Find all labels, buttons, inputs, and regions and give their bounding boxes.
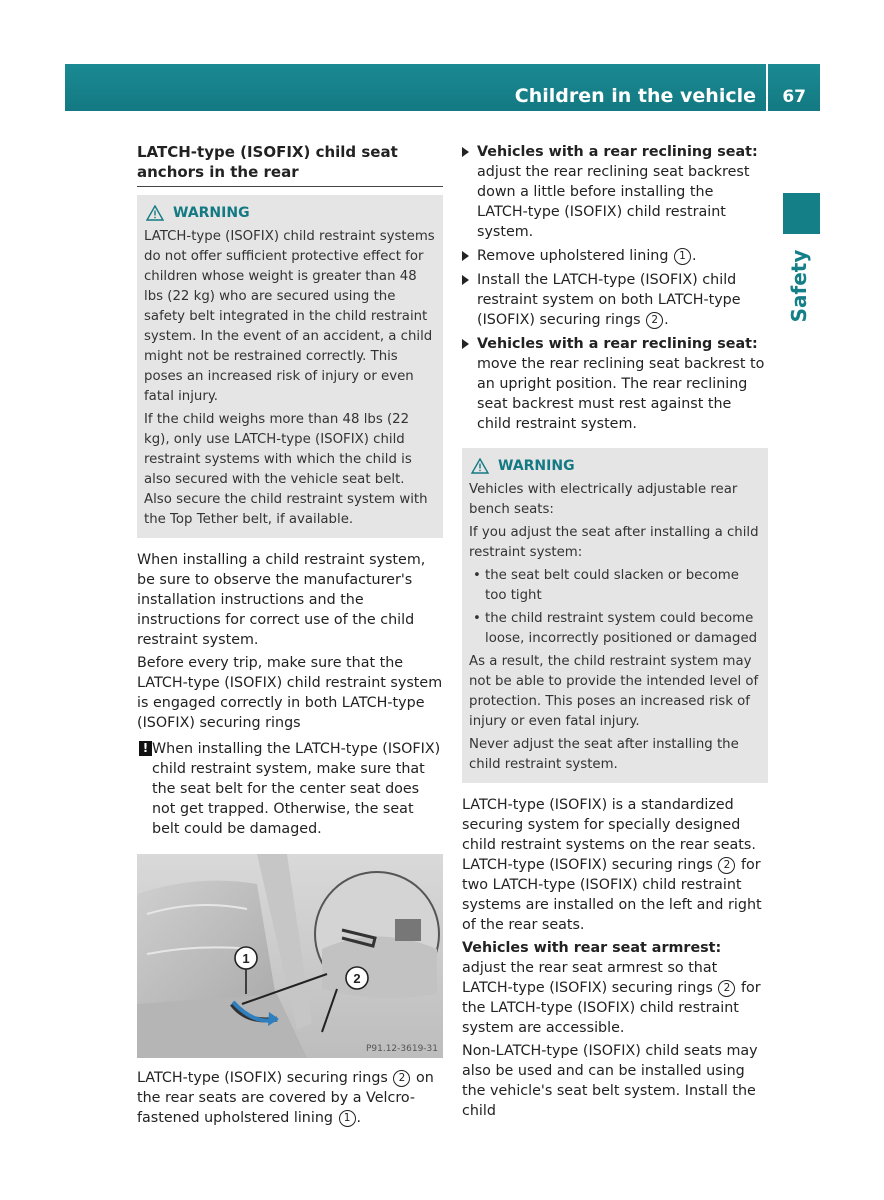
header-divider [766,64,768,111]
section-heading: LATCH-type (ISOFIX) child seat anchors in the rear [137,142,443,187]
warning-text: As a result, the child restraint system may not be able to provide the intended level of protection. This poses an increased risk of injury or even fatal injury. [469,654,759,729]
right-column [462,142,768,1124]
isofix-figure [137,854,443,1058]
body-paragraph: When installing a child restraint system, be sure to observe the manufacturer's installation instructions and the instructions for correct use of the child restraint system. [137,552,426,648]
exclamation-icon: ! [139,741,152,756]
warning-bullet: • the child restraint system could become loose, incorrectly positioned or damaged [469,609,761,649]
callout-2: 2 [353,971,361,986]
warning-text: If you adjust the seat after installing a child restraint system: [469,525,759,560]
warning-label: WARNING [498,458,575,474]
body-paragraph: Before every trip, make sure that the LATCH-type (ISOFIX) child restraint system is engaged correctly in both LATCH-type (ISOFIX) securing rings [137,655,443,731]
warning-text: LATCH-type (ISOFIX) child restraint systems do not offer sufficient protective effect for children whose weight is greater than 48 lbs (22 kg) who are secured using the safety belt integrated in the child restraint system. In the event of an accident, a child might not be restrained correctly. This poses an increased risk of injury or even fatal injury. [144,229,435,404]
notice-text: When installing the LATCH-type (ISOFIX) child restraint system, make sure that the seat belt for the center seat does not get trapped. Otherwise, the seat belt could be damaged. [152,741,441,837]
ref-circle-2: 2 [646,312,663,329]
warning-box [137,195,443,538]
warning-bullet: • the seat belt could slacken or become too tight [469,566,761,606]
warning-header [144,203,436,223]
property-damage-notice [137,739,443,839]
step-arrow-icon [462,275,469,285]
callout-1: 1 [242,951,250,966]
warning-label: WARNING [173,205,250,221]
warning-triangle-icon [146,205,164,221]
rear-seat-illustration [137,854,443,1058]
step-arrow-icon [462,251,469,261]
body-paragraph: LATCH-type (ISOFIX) is a standardized securing system for specially designed child restraint systems on the rear seats. LATCH-type (ISOFIX) securing rings 2 for two LATCH-type (ISOFIX) child restraint systems are installed on the left and right of the rear seats. [462,797,762,933]
left-column [137,142,443,1131]
figure-code: P91.12-3619-31 [365,1044,438,1054]
warning-text: Vehicles with electrically adjustable rear bench seats: [469,482,738,517]
instruction-step: Vehicles with a rear reclining seat: adjust the rear reclining seat backrest down a little before installing the LATCH-type (ISOFIX) child restraint system. [462,142,768,242]
body-paragraph: Non-LATCH-type (ISOFIX) child seats may also be used and can be installed using the vehicle's seat belt system. Install the child [462,1043,758,1119]
warning-text: Never adjust the seat after installing the child restraint system. [469,737,739,772]
section-tab-label: Safety [787,249,811,323]
page-number: 67 [782,87,806,107]
section-tab-marker [783,193,820,234]
step-arrow-icon [462,147,469,157]
warning-text: If the child weighs more than 48 lbs (22 kg), only use LATCH-type (ISOFIX) child restraint systems with which the child is also secured with the vehicle seat belt. Also secure the child restraint system with the Top Tether belt, if available. [144,412,428,527]
body-paragraph: Vehicles with rear seat armrest: adjust the rear seat armrest so that LATCH-type (ISOFIX) securing rings 2 for the LATCH-type (ISOFIX) child restraint system are accessible. [462,940,761,1036]
figure-caption: LATCH-type (ISOFIX) securing rings 2 on the rear seats are covered by a Velcro-fastened upholstered lining 1 . [137,1070,434,1126]
header-bar [65,64,820,111]
chapter-title: Children in the vehicle [514,85,756,107]
instruction-step: Vehicles with a rear reclining seat: move the rear reclining seat backrest to an upright position. The rear reclining seat backrest must rest against the child restraint system. [462,334,768,434]
ref-circle-2: 2 [718,857,735,874]
ref-circle-2: 2 [393,1070,410,1087]
instruction-step: Remove upholstered lining 1 . [462,246,768,266]
instruction-step: Install the LATCH-type (ISOFIX) child restraint system on both LATCH-type (ISOFIX) securing rings 2 . [462,270,768,330]
warning-header [469,456,761,476]
ref-circle-1: 1 [674,248,691,265]
ref-circle-2: 2 [718,980,735,997]
warning-triangle-icon [471,458,489,474]
step-arrow-icon [462,339,469,349]
warning-box [462,448,768,783]
ref-circle-1: 1 [339,1110,356,1127]
